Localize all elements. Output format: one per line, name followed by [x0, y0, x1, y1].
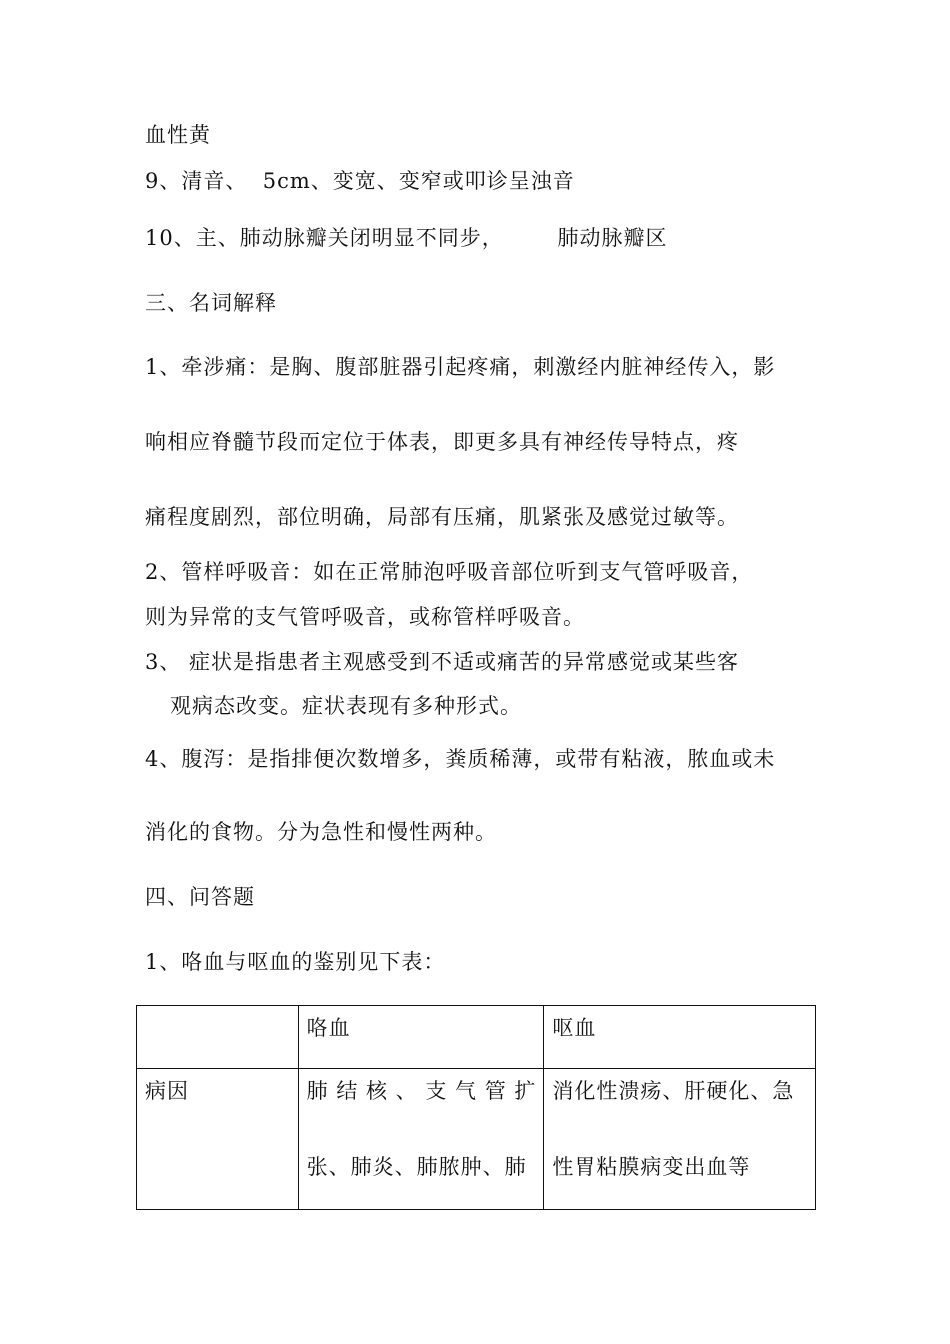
table-cell-label: 病因: [137, 1069, 299, 1210]
text-line-15: 1、咯血与呕血的鉴别见下表：: [145, 950, 446, 974]
text-line-5: 1、牵涉痛：是胸、腹部脏器引起疼痛，刺激经内脏神经传入，影: [145, 355, 776, 379]
text-line-9: 则为异常的支气管呼吸音，或称管样呼吸音。: [145, 605, 585, 629]
section-heading-questions: 四、问答题: [145, 885, 255, 909]
text-line-8: 2、管样呼吸音：如在正常肺泡呼吸音部位听到支气管呼吸音，: [145, 560, 754, 584]
comparison-table: [136, 1005, 816, 1210]
table-header-cell: 咯血: [298, 1006, 544, 1069]
text-line-10: 3、 症状是指患者主观感受到不适或痛苦的异常感觉或某些客: [145, 650, 740, 674]
table-row: [137, 1069, 816, 1210]
table-cell-hemoptysis: 肺 结 核 、 支 气 管 扩 张、肺炎、肺脓肿、肺: [298, 1069, 544, 1210]
section-heading-terms: 三、名词解释: [145, 291, 277, 315]
text-line-13: 消化的食物。分为急性和慢性两种。: [145, 820, 497, 844]
text-line-11: 观病态改变。症状表现有多种形式。: [170, 694, 522, 718]
text-line-7: 痛程度剧烈，部位明确，局部有压痛，肌紧张及感觉过敏等。: [145, 505, 739, 529]
table-header-cell: 呕血: [544, 1006, 816, 1069]
text-line-6: 响相应脊髓节段而定位于体表，即更多具有神经传导特点，疼: [145, 430, 739, 454]
table-cell-hematemesis: 消化性溃疡、肝硬化、急 性胃粘膜病变出血等: [544, 1069, 816, 1210]
table-header-cell: [137, 1006, 299, 1069]
text-line-2: 9、清音、 5cm、变宽、变窄或叩诊呈浊音: [145, 169, 575, 193]
text-line-12: 4、腹泻：是指排便次数增多，粪质稀薄，或带有粘液，脓血或未: [145, 747, 776, 771]
text-line-3: 10、主、肺动脉瓣关闭明显不同步， 肺动脉瓣区: [145, 226, 668, 250]
text-line-1: 血性黄: [145, 123, 211, 147]
table-header-row: [137, 1006, 816, 1069]
